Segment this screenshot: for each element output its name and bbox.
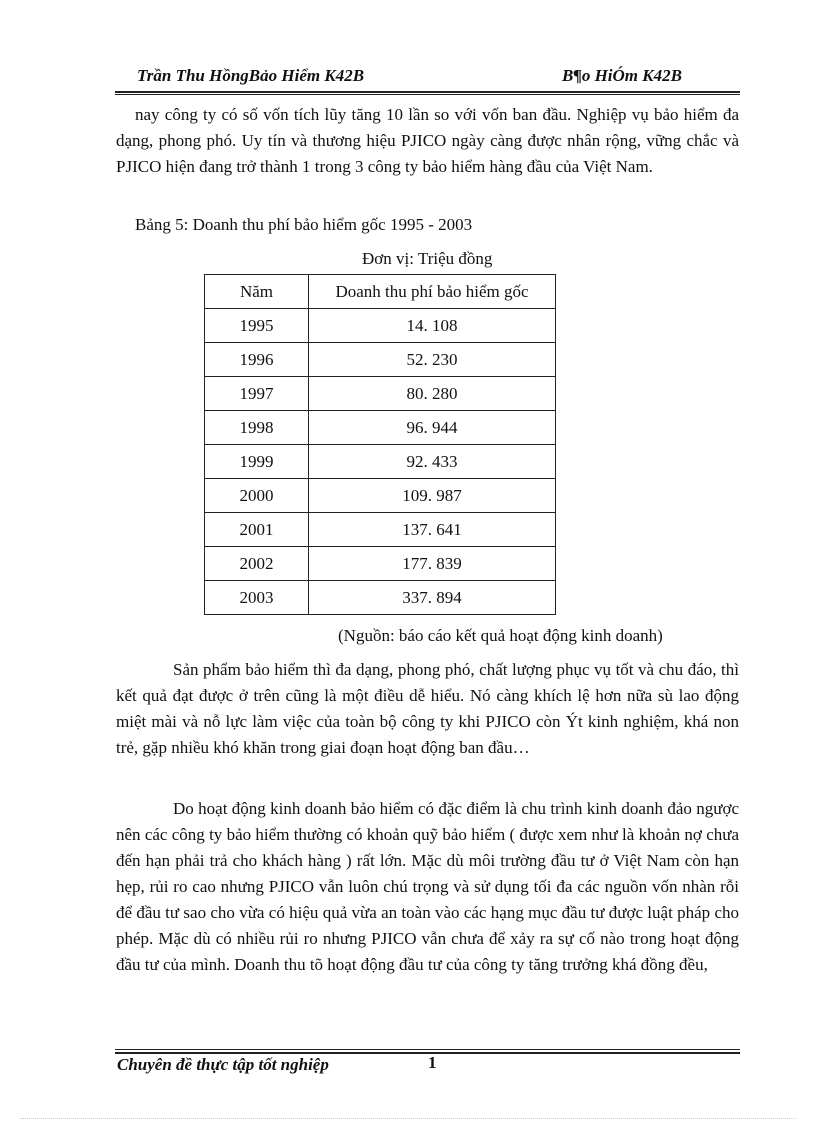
header-left-text: Trần Thu HồngBảo Hiểm K42B xyxy=(137,66,365,85)
revenue-cell: 52. 230 xyxy=(309,343,556,377)
table-row xyxy=(205,513,556,547)
year-cell: 1998 xyxy=(205,411,309,445)
column-header-revenue: Doanh thu phí bảo hiểm gốc xyxy=(309,275,556,309)
revenue-cell: 337. 894 xyxy=(309,581,556,615)
revenue-table xyxy=(204,274,556,615)
header-rule-thin xyxy=(115,94,740,95)
table-unit: Đơn vị: Triệu đồng xyxy=(362,249,493,268)
table-header-row xyxy=(205,275,556,309)
page-number: 1 xyxy=(428,1053,437,1072)
paragraph-investment: Do hoạt động kinh doanh bảo hiểm có đặc điểm là chu trình kinh doanh đảo ngược nên các công ty bảo hiểm thường có khoản quỹ bảo hiểm ( được xem như là khoản nợ chưa đến hạn phải trả cho khách hàng ) rất lớn. Mặc dù môi trường đầu tư ở Việt Nam còn hạn hẹp, rủi ro cao nhưng PJICO vẫn luôn chú trọng và sử dụng tối đa các nguồn vốn nhàn rỗi để đầu tư sao cho vừa có hiệu quả vừa an toàn vào các hạng mục đầu tư được luật pháp cho phép. Mặc dù có nhiều rủi ro nhưng PJICO vẫn chưa để xảy ra sự cố nào trong hoạt động đầu tư của mình. Doanh thu tõ hoạt động đầu tư của công ty tăng trưởng khá đồng đều, xyxy=(116,799,739,974)
revenue-cell: 96. 944 xyxy=(309,411,556,445)
footer-rule-thin xyxy=(115,1049,740,1050)
table-caption: Bảng 5: Doanh thu phí bảo hiểm gốc 1995 - 2003 xyxy=(135,215,473,234)
revenue-cell: 92. 433 xyxy=(309,445,556,479)
table-row xyxy=(205,479,556,513)
column-header-year: Năm xyxy=(205,275,309,309)
table-row xyxy=(205,377,556,411)
page-header xyxy=(115,66,740,90)
table-row xyxy=(205,581,556,615)
revenue-cell: 14. 108 xyxy=(309,309,556,343)
year-cell: 1996 xyxy=(205,343,309,377)
year-cell: 1997 xyxy=(205,377,309,411)
table-source-note: (Nguồn: báo cáo kết quả hoạt động kinh doanh) xyxy=(338,626,663,645)
revenue-cell: 109. 987 xyxy=(309,479,556,513)
paragraph-intro: nay công ty có số vốn tích lũy tăng 10 lần so với vốn ban đầu. Nghiệp vụ bảo hiểm đa dạng, phong phó. Uy tín và thương hiệu PJICO ngày càng được nhân rộng, vững chắc và PJICO hiện đang trở thành 1 trong 3 công ty bảo hiểm hàng đầu của Việt Nam. xyxy=(116,105,739,176)
table-row xyxy=(205,547,556,581)
year-cell: 2000 xyxy=(205,479,309,513)
revenue-cell: 177. 839 xyxy=(309,547,556,581)
header-rule xyxy=(115,91,740,93)
revenue-cell: 137. 641 xyxy=(309,513,556,547)
header-right-text: B¶o HiÓm K42B xyxy=(562,66,682,85)
footer-title: Chuyên đề thực tập tốt nghiệp xyxy=(117,1055,329,1074)
page-edge-divider xyxy=(20,1118,796,1119)
table-row xyxy=(205,411,556,445)
year-cell: 1999 xyxy=(205,445,309,479)
revenue-cell: 80. 280 xyxy=(309,377,556,411)
year-cell: 2002 xyxy=(205,547,309,581)
year-cell: 2001 xyxy=(205,513,309,547)
table-row xyxy=(205,445,556,479)
year-cell: 2003 xyxy=(205,581,309,615)
table-row xyxy=(205,343,556,377)
year-cell: 1995 xyxy=(205,309,309,343)
table-row xyxy=(205,309,556,343)
paragraph-products: Sản phẩm bảo hiểm thì đa dạng, phong phó, chất lượng phục vụ tốt và chu đáo, thì kết quả đạt được ở trên cũng là một điều dễ hiểu. Nó càng khích lệ hơn nữa sù lao động miệt mài và nỗ lực làm việc của toàn bộ công ty khi PJICO còn Ýt kinh nghiệm, khá non trẻ, gặp nhiều khó khăn trong giai đoạn hoạt động ban đầu… xyxy=(116,660,739,757)
